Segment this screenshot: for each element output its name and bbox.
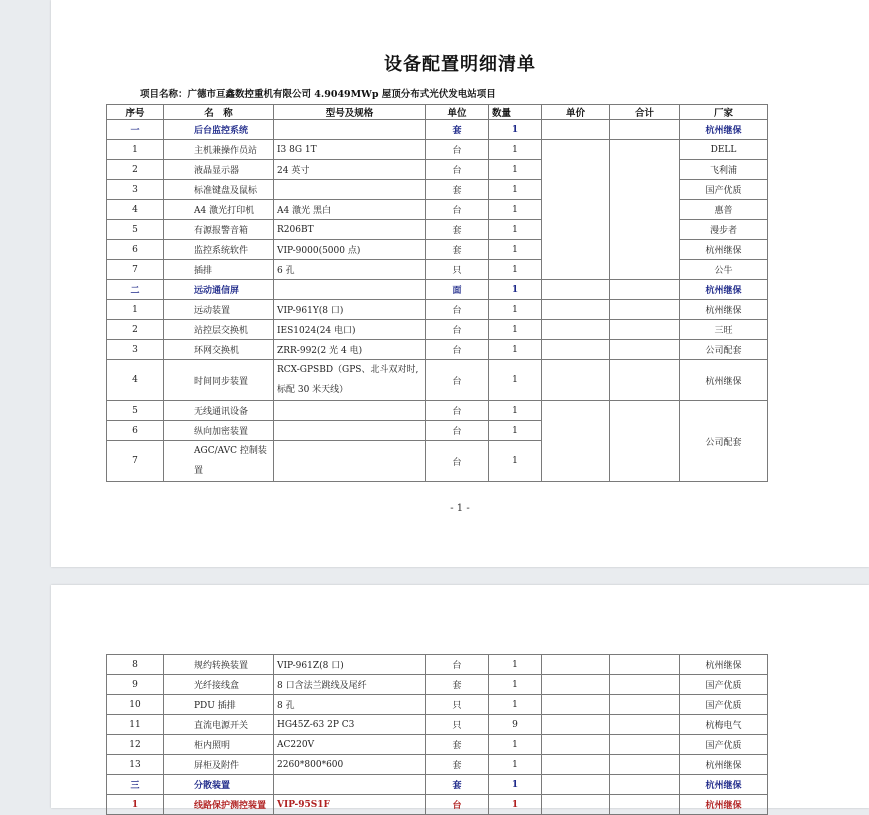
- cell-no: 4: [107, 360, 164, 401]
- cell-spec: I3 8G 1T: [274, 140, 426, 160]
- table-row: [107, 300, 768, 320]
- cell-name: A4 激光打印机: [164, 200, 274, 220]
- cell-total: [610, 655, 680, 675]
- cell-unit: 只: [426, 260, 489, 280]
- cell-no: 1: [107, 795, 164, 815]
- cell-no: 3: [107, 180, 164, 200]
- cell-maker: 杭州继保: [680, 655, 768, 675]
- cell-maker: 杭梅电气: [680, 715, 768, 735]
- cell-maker: 国产优质: [680, 695, 768, 715]
- cell-name: 站控层交换机: [164, 320, 274, 340]
- cell-total: [610, 675, 680, 695]
- cell-qty: 1: [489, 260, 542, 280]
- cell-no: 6: [107, 240, 164, 260]
- cell-qty: 1: [489, 735, 542, 755]
- cell-unit: 套: [426, 775, 489, 795]
- cell-qty: 1: [489, 401, 542, 421]
- cell-maker: 飞利浦: [680, 160, 768, 180]
- cell-no: 11: [107, 715, 164, 735]
- cell-spec: R206BT: [274, 220, 426, 240]
- cell-spec: IES1024(24 电口): [274, 320, 426, 340]
- table-row: [107, 140, 768, 160]
- cell-no: 13: [107, 755, 164, 775]
- cell-maker: 杭州继保: [680, 240, 768, 260]
- cell-qty: 1: [489, 280, 542, 300]
- document-page-1: [51, 0, 869, 567]
- table-row: [107, 755, 768, 775]
- table-row: [107, 320, 768, 340]
- cell-qty: 1: [489, 120, 542, 140]
- header-total: 合计: [610, 105, 680, 120]
- cell-unit: 台: [426, 320, 489, 340]
- cell-maker: 杭州继保: [680, 120, 768, 140]
- cell-unit: 台: [426, 140, 489, 160]
- cell-qty: 1: [489, 320, 542, 340]
- cell-no: 7: [107, 260, 164, 280]
- cell-total: [610, 755, 680, 775]
- cell-total: [610, 320, 680, 340]
- cell-no: 4: [107, 200, 164, 220]
- cell-spec: HG45Z-63 2P C3: [274, 715, 426, 735]
- cell-name: 液晶显示器: [164, 160, 274, 180]
- cell-no: 9: [107, 675, 164, 695]
- cell-price: [542, 675, 610, 695]
- cell-maker: 杭州继保: [680, 280, 768, 300]
- cell-unit: 套: [426, 675, 489, 695]
- cell-name: 监控系统软件: [164, 240, 274, 260]
- cell-unit: 台: [426, 401, 489, 421]
- cell-qty: 1: [489, 421, 542, 441]
- cell-maker: 国产优质: [680, 180, 768, 200]
- cell-spec: VIP-961Y(8 口): [274, 300, 426, 320]
- cell-no: 10: [107, 695, 164, 715]
- cell-price: [542, 120, 610, 140]
- cell-name: 直流电源开关: [164, 715, 274, 735]
- cell-spec: 24 英寸: [274, 160, 426, 180]
- cell-total: [610, 300, 680, 320]
- cell-total: [610, 360, 680, 401]
- table-section-row: [107, 120, 768, 140]
- table-section-row: [107, 280, 768, 300]
- cell-unit: 台: [426, 655, 489, 675]
- cell-price: [542, 795, 610, 815]
- cell-total: [610, 695, 680, 715]
- merged-price-cell: [542, 401, 610, 482]
- cell-no: 8: [107, 655, 164, 675]
- cell-maker: 国产优质: [680, 675, 768, 695]
- cell-unit: 套: [426, 120, 489, 140]
- cell-no: 5: [107, 401, 164, 421]
- table-row-highlighted: [107, 795, 768, 815]
- cell-no: 2: [107, 320, 164, 340]
- cell-qty: 1: [489, 775, 542, 795]
- cell-qty: 1: [489, 795, 542, 815]
- cell-unit: 台: [426, 340, 489, 360]
- cell-price: [542, 340, 610, 360]
- cell-maker: 杭州继保: [680, 755, 768, 775]
- cell-spec: VIP-95S1F: [274, 795, 426, 815]
- document-title: 设备配置明细清单: [384, 54, 536, 75]
- cell-name: 远动通信屏: [164, 280, 274, 300]
- cell-qty: 1: [489, 240, 542, 260]
- cell-no: 三: [107, 775, 164, 795]
- cell-no: 一: [107, 120, 164, 140]
- cell-price: [542, 755, 610, 775]
- cell-total: [610, 795, 680, 815]
- cell-unit: 台: [426, 441, 489, 482]
- table-section-row: [107, 775, 768, 795]
- equipment-table-page-1: [106, 104, 768, 482]
- cell-price: [542, 280, 610, 300]
- merged-price-cell: [542, 140, 610, 280]
- cell-price: [542, 360, 610, 401]
- table-row: [107, 715, 768, 735]
- cell-unit: 台: [426, 795, 489, 815]
- cell-qty: 1: [489, 441, 542, 482]
- cell-name: PDU 插排: [164, 695, 274, 715]
- cell-unit: 台: [426, 200, 489, 220]
- cell-name: 柜内照明: [164, 735, 274, 755]
- merged-total-cell: [610, 401, 680, 482]
- table-row: [107, 340, 768, 360]
- cell-spec: RCX-GPSBD（GPS、北斗双对时,标配 30 米天线）: [274, 360, 426, 401]
- cell-unit: 套: [426, 240, 489, 260]
- cell-total: [610, 775, 680, 795]
- cell-qty: 1: [489, 360, 542, 401]
- cell-name: 时间同步装置: [164, 360, 274, 401]
- cell-unit: 套: [426, 755, 489, 775]
- merged-maker-cell: 公司配套: [680, 401, 768, 482]
- project-name-line: 项目名称：广德市亘鑫数控重机有限公司 4.9049MWp 屋顶分布式光伏发电站项目: [140, 89, 496, 100]
- cell-qty: 1: [489, 755, 542, 775]
- cell-spec: 8 口含法兰跳线及尾纤: [274, 675, 426, 695]
- cell-spec: ZRR-992(2 光 4 电): [274, 340, 426, 360]
- cell-spec: [274, 120, 426, 140]
- cell-maker: 国产优质: [680, 735, 768, 755]
- cell-qty: 1: [489, 695, 542, 715]
- cell-maker: 惠普: [680, 200, 768, 220]
- cell-no: 7: [107, 441, 164, 482]
- page-number: - 1 -: [450, 503, 470, 514]
- cell-spec: [274, 180, 426, 200]
- cell-unit: 台: [426, 421, 489, 441]
- cell-no: 1: [107, 300, 164, 320]
- cell-name: 光纤接线盒: [164, 675, 274, 695]
- cell-price: [542, 695, 610, 715]
- cell-unit: 台: [426, 360, 489, 401]
- table-row: [107, 360, 768, 401]
- merged-total-cell: [610, 140, 680, 280]
- cell-name: 无线通讯设备: [164, 401, 274, 421]
- cell-name: 线路保护测控装置: [164, 795, 274, 815]
- cell-maker: 三旺: [680, 320, 768, 340]
- cell-no: 2: [107, 160, 164, 180]
- cell-maker: 杭州继保: [680, 795, 768, 815]
- cell-unit: 套: [426, 180, 489, 200]
- header-maker: 厂家: [680, 105, 768, 120]
- cell-name: AGC/AVC 控制装置: [164, 441, 274, 482]
- cell-no: 1: [107, 140, 164, 160]
- header-unit: 单位: [426, 105, 489, 120]
- cell-name: 规约转换装置: [164, 655, 274, 675]
- cell-unit: 只: [426, 695, 489, 715]
- cell-maker: 杭州继保: [680, 360, 768, 401]
- cell-qty: 1: [489, 675, 542, 695]
- header-no: 序号: [107, 105, 164, 120]
- cell-name: 纵向加密装置: [164, 421, 274, 441]
- cell-spec: VIP-961Z(8 口): [274, 655, 426, 675]
- cell-total: [610, 120, 680, 140]
- table-row: [107, 695, 768, 715]
- cell-spec: VIP-9000(5000 点): [274, 240, 426, 260]
- cell-name: 后台监控系统: [164, 120, 274, 140]
- cell-price: [542, 300, 610, 320]
- table-row: [107, 655, 768, 675]
- cell-maker: 公司配套: [680, 340, 768, 360]
- cell-name: 环网交换机: [164, 340, 274, 360]
- cell-qty: 1: [489, 180, 542, 200]
- table-row: [107, 735, 768, 755]
- cell-no: 12: [107, 735, 164, 755]
- cell-no: 二: [107, 280, 164, 300]
- header-qty: 数量: [489, 105, 542, 120]
- cell-qty: 1: [489, 200, 542, 220]
- cell-unit: 只: [426, 715, 489, 735]
- cell-spec: 6 孔: [274, 260, 426, 280]
- table-header-row: [107, 105, 768, 120]
- cell-price: [542, 320, 610, 340]
- cell-qty: 1: [489, 300, 542, 320]
- header-spec: 型号及规格: [274, 105, 426, 120]
- cell-name: 主机兼操作员站: [164, 140, 274, 160]
- cell-unit: 台: [426, 160, 489, 180]
- cell-spec: 8 孔: [274, 695, 426, 715]
- cell-qty: 1: [489, 655, 542, 675]
- cell-total: [610, 280, 680, 300]
- cell-maker: DELL: [680, 140, 768, 160]
- cell-name: 屏柜及附件: [164, 755, 274, 775]
- cell-unit: 面: [426, 280, 489, 300]
- cell-spec: 2260*800*600: [274, 755, 426, 775]
- cell-no: 6: [107, 421, 164, 441]
- cell-unit: 台: [426, 300, 489, 320]
- cell-qty: 1: [489, 160, 542, 180]
- cell-no: 5: [107, 220, 164, 240]
- cell-total: [610, 340, 680, 360]
- cell-name: 远动装置: [164, 300, 274, 320]
- cell-maker: 杭州继保: [680, 775, 768, 795]
- cell-qty: 9: [489, 715, 542, 735]
- cell-total: [610, 735, 680, 755]
- document-page-2: [51, 585, 869, 811]
- cell-name: 插排: [164, 260, 274, 280]
- cell-spec: [274, 401, 426, 421]
- cell-maker: 公牛: [680, 260, 768, 280]
- cell-no: 3: [107, 340, 164, 360]
- cell-total: [610, 715, 680, 735]
- cell-maker: 杭州继保: [680, 300, 768, 320]
- table-row: [107, 675, 768, 695]
- header-price: 单价: [542, 105, 610, 120]
- cell-qty: 1: [489, 220, 542, 240]
- cell-maker: 漫步者: [680, 220, 768, 240]
- cell-spec: AC220V: [274, 735, 426, 755]
- cell-price: [542, 655, 610, 675]
- cell-name: 分散装置: [164, 775, 274, 795]
- cell-price: [542, 715, 610, 735]
- cell-name: 有源报警音箱: [164, 220, 274, 240]
- equipment-table-page-2: [106, 654, 768, 815]
- table-row: [107, 401, 768, 421]
- cell-spec: [274, 441, 426, 482]
- cell-price: [542, 735, 610, 755]
- cell-unit: 套: [426, 735, 489, 755]
- cell-unit: 套: [426, 220, 489, 240]
- cell-spec: A4 激光 黑白: [274, 200, 426, 220]
- cell-name: 标准键盘及鼠标: [164, 180, 274, 200]
- header-name: 名 称: [164, 105, 274, 120]
- cell-qty: 1: [489, 340, 542, 360]
- cell-spec: [274, 280, 426, 300]
- cell-qty: 1: [489, 140, 542, 160]
- cell-spec: [274, 421, 426, 441]
- cell-spec: [274, 775, 426, 795]
- cell-price: [542, 775, 610, 795]
